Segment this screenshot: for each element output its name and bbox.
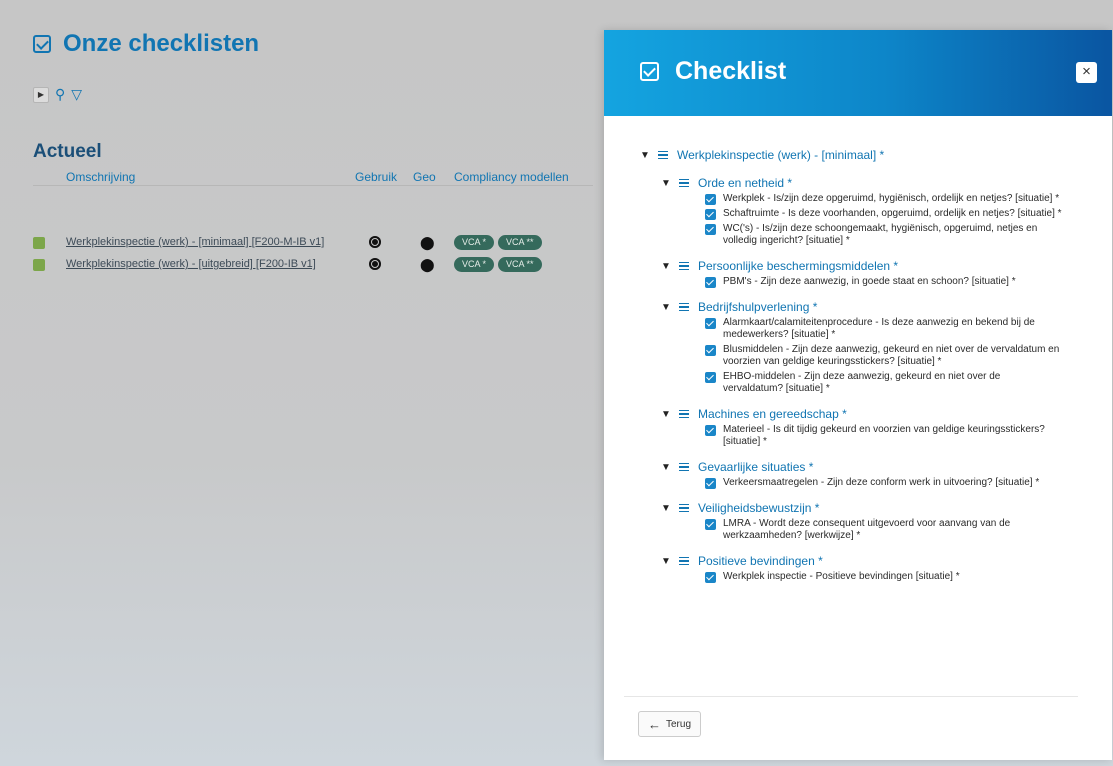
filter-icon[interactable]: ▽ xyxy=(71,86,83,102)
tree-group xyxy=(661,298,1090,395)
checklist-icon xyxy=(640,62,659,81)
collapse-triangle-icon[interactable]: ▼ xyxy=(661,461,671,473)
badge-vca: VCA * xyxy=(454,235,494,250)
checkbox[interactable] xyxy=(705,572,716,583)
checklist-item[interactable] xyxy=(705,223,1090,247)
column-header-omschrijving[interactable]: Omschrijving xyxy=(66,170,136,184)
header-divider xyxy=(33,185,593,186)
item-text: PBM's - Zijn deze aanwezig, in goede staat en schoon? [situatie] * xyxy=(723,276,1016,287)
list-icon xyxy=(679,303,689,311)
group-header[interactable] xyxy=(661,552,1090,570)
group-title: Positieve bevindingen * xyxy=(698,554,823,568)
checklist-item[interactable] xyxy=(705,276,1090,288)
group-title: Bedrijfshulpverlening * xyxy=(698,300,818,314)
checkbox[interactable] xyxy=(705,478,716,489)
tree-group xyxy=(661,552,1090,583)
item-text: Materieel - Is dit tijdig gekeurd en voorzien van geldige keuringsstickers? [situatie] * xyxy=(723,424,1045,447)
checklist-item[interactable] xyxy=(705,424,1090,448)
checkbox[interactable] xyxy=(705,425,716,436)
badge-vca2: VCA ** xyxy=(498,257,542,272)
checkbox[interactable] xyxy=(705,224,716,235)
modal-title xyxy=(640,57,786,86)
group-header[interactable] xyxy=(661,257,1090,275)
item-text: Schaftruimte - Is deze voorhanden, opgeruimd, ordelijk en netjes? [situatie] * xyxy=(723,208,1062,219)
checklist-item[interactable] xyxy=(705,518,1090,542)
badge-vca: VCA * xyxy=(454,257,494,272)
expand-button[interactable]: ▶ xyxy=(33,87,49,103)
group-header[interactable] xyxy=(661,174,1090,192)
modal-title-text: Checklist xyxy=(675,57,787,85)
checklist-item[interactable] xyxy=(705,571,1090,583)
collapse-triangle-icon[interactable]: ▼ xyxy=(661,502,671,514)
row-link[interactable]: Werkplekinspectie (werk) - [minimaal] [F200-M-IB v1] xyxy=(66,236,325,248)
checklist-tree xyxy=(640,146,1090,586)
search-icon[interactable]: ⚲ xyxy=(55,86,66,102)
collapse-triangle-icon[interactable]: ▼ xyxy=(661,555,671,567)
item-text: Alarmkaart/calamiteitenprocedure - Is deze aanwezig en bekend bij de medewerkers? [situatie] * xyxy=(723,317,1035,340)
group-title: Persoonlijke beschermingsmiddelen * xyxy=(698,259,899,273)
collapse-triangle-icon[interactable]: ▼ xyxy=(661,408,671,420)
item-text: LMRA - Wordt deze consequent uitgevoerd voor aanvang van de werkzaamheden? [werkwijze] * xyxy=(723,518,1011,541)
table-row[interactable] xyxy=(33,257,593,275)
group-title: Machines en gereedschap * xyxy=(698,407,847,421)
back-button-label: Terug xyxy=(666,718,692,730)
collapse-triangle-icon[interactable]: ▼ xyxy=(661,301,671,313)
checklist-item[interactable] xyxy=(705,317,1090,341)
group-header[interactable] xyxy=(661,405,1090,423)
group-header[interactable] xyxy=(661,499,1090,517)
location-pin-icon: ⬤ xyxy=(420,257,435,272)
collapse-triangle-icon[interactable]: ▼ xyxy=(640,149,650,161)
checklist-item[interactable] xyxy=(705,477,1090,489)
checkbox[interactable] xyxy=(705,345,716,356)
modal-header xyxy=(604,30,1112,116)
list-icon xyxy=(679,557,689,565)
tree-group xyxy=(661,257,1090,288)
group-title: Orde en netheid * xyxy=(698,176,793,190)
list-icon xyxy=(679,179,689,187)
section-title: Actueel xyxy=(33,141,102,162)
item-text: Werkplek inspectie - Positieve bevindingen [situatie] * xyxy=(723,571,960,582)
list-icon xyxy=(679,504,689,512)
tree-root-label: Werkplekinspectie (werk) - [minimaal] * xyxy=(677,148,885,162)
column-header-geo[interactable]: Geo xyxy=(413,170,436,184)
footer-divider xyxy=(624,696,1078,697)
list-icon xyxy=(658,151,668,159)
checkbox[interactable] xyxy=(705,277,716,288)
list-icon xyxy=(679,410,689,418)
group-header[interactable] xyxy=(661,458,1090,476)
checklist-item[interactable] xyxy=(705,193,1090,205)
table-row[interactable] xyxy=(33,235,593,253)
back-button[interactable] xyxy=(638,711,701,737)
checklist-item[interactable] xyxy=(705,208,1090,220)
item-text: WC('s) - Is/zijn deze schoongemaakt, hygiënisch, opgeruimd, netjes en volledig ingericht? [situatie] * xyxy=(723,223,1038,246)
item-text: Verkeersmaatregelen - Zijn deze conform werk in uitvoering? [situatie] * xyxy=(723,477,1040,488)
item-text: Blusmiddelen - Zijn deze aanwezig, gekeurd en niet over de vervaldatum en voorzien van geldige keuringsstickers? [situatie] * xyxy=(723,344,1060,367)
group-title: Gevaarlijke situaties * xyxy=(698,460,814,474)
checkbox[interactable] xyxy=(705,318,716,329)
checkbox[interactable] xyxy=(705,194,716,205)
tree-group xyxy=(661,458,1090,489)
collapse-triangle-icon[interactable]: ▼ xyxy=(661,260,671,272)
cube-icon xyxy=(33,259,45,271)
page-title xyxy=(33,30,259,58)
checkbox[interactable] xyxy=(705,209,716,220)
row-link[interactable]: Werkplekinspectie (werk) - [uitgebreid] [F200-IB v1] xyxy=(66,258,316,270)
usage-icon xyxy=(369,258,381,270)
usage-icon xyxy=(369,236,381,248)
column-header-gebruik[interactable]: Gebruik xyxy=(355,170,398,184)
group-header[interactable] xyxy=(661,298,1090,316)
badge-vca2: VCA ** xyxy=(498,235,542,250)
tree-root[interactable] xyxy=(640,146,1090,164)
checkbox[interactable] xyxy=(705,372,716,383)
item-text: EHBO-middelen - Zijn deze aanwezig, gekeurd en niet over de vervaldatum? [situatie] * xyxy=(723,371,1001,394)
checklist-item[interactable] xyxy=(705,371,1090,395)
checklist-item[interactable] xyxy=(705,344,1090,368)
tree-group xyxy=(661,405,1090,448)
location-pin-icon: ⬤ xyxy=(420,235,435,250)
toolbar xyxy=(33,86,82,103)
list-icon xyxy=(679,262,689,270)
group-title: Veiligheidsbewustzijn * xyxy=(698,501,820,515)
column-header-compliancy[interactable]: Compliancy modellen xyxy=(454,170,569,184)
tree-group xyxy=(661,499,1090,542)
list-icon xyxy=(679,463,689,471)
close-button[interactable]: × xyxy=(1076,62,1097,83)
item-text: Werkplek - Is/zijn deze opgeruimd, hygiënisch, ordelijk en netjes? [situatie] * xyxy=(723,193,1060,204)
arrow-left-icon: ← xyxy=(648,716,661,732)
checklist-modal xyxy=(604,30,1112,760)
tree-group xyxy=(661,174,1090,247)
page-title-text: Onze checklisten xyxy=(63,30,260,57)
collapse-triangle-icon[interactable]: ▼ xyxy=(661,177,671,189)
cube-icon xyxy=(33,237,45,249)
checklist-icon xyxy=(33,35,51,53)
checkbox[interactable] xyxy=(705,519,716,530)
